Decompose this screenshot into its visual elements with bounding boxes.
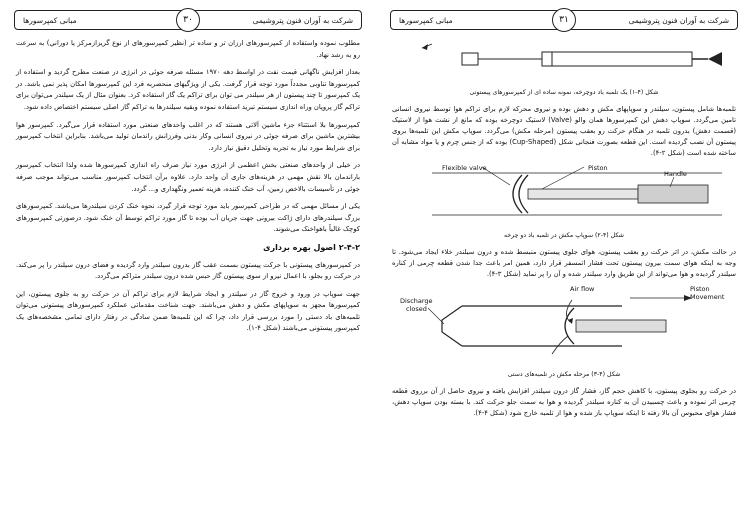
figure-caption: شکل (۴-۲) سوپاپ مکش در تلمبه باد دو چرخه <box>504 232 624 239</box>
left-page-body <box>16 38 360 528</box>
left-page-header <box>14 10 362 30</box>
label-piston: Piston <box>690 285 710 293</box>
paragraph: بعداز افزایش ناگهانی قیمت نفت در اواسط دهه ۱۹۷۰ مسئله صرفه جوئی در انرژی در صنعت مطرح گردید و استفاده از کمپرسورها تناوبی مجدداً مورد توجه قرار گرفت. یکی از ویژگیهای منحصربه فرد این کمپرسورها امکان پذیر نمی باشد. در یک کمپرسور تا چند پیستون از هر سیلندر می توان برای تراکم یک گاز استفاده کرد. بعنوان مثال از یک سیلندر می‌توان برای تراکم گاز پروپان وراه اندازی سیستم تبرید استفاده نموده وبقیه سیلندرها به تراکم گاز اصلی سیستم اختصاص داده شود. <box>16 68 360 111</box>
header-right-title: شرکت به آوران فنون پتروشیمی <box>628 15 729 25</box>
label-air-flow: Air flow <box>570 285 595 293</box>
label-movement: Movement <box>690 293 725 301</box>
figure-flexible-valve <box>392 163 736 241</box>
label-handle: Handle <box>664 170 687 178</box>
right-page-body <box>392 38 736 528</box>
paragraph: در خیلی از واحدهای صنعتی بخش اعظمی از انرژی مورد نیاز صرف راه اندازی کمپرسورها شده ولذا انتخاب کمپرسور باراندمان بالا نقش مهمی در هزینه‌های جاری آن واحد دارد. علاوه برآن انتخاب کمپرسور مناسب می‌تواند موجب صرفه جوئی در تأسیسات بالاخص زمین، آب خنک کننده، هزینه تعمیر ونگهداری و... گردد. <box>16 161 360 193</box>
figure-caption: شکل (۴-۱) یک تلمبه باد دوچرخه، نمونه ساده ای از کمپرسورهای پیستونی <box>469 89 659 96</box>
suction-stage-drawing <box>392 284 736 364</box>
paragraph: کمپرسورها بلا استثناء جزء ماشین آلاتی هستند که در اغلب واحدهای صنعتی مورد استفاده قرار می‌گیرد. کمپرسور هوا بیشترین ماشین برای صرفه جوئی در نیروی انسانی وکار بدنی وفرزانش راندمان تولید می‌باشد. بنابراین انتخاب کمپرسور برای شرایط مورد نیاز به تجربه وتحلیل دقیق نیاز دارد. <box>16 120 360 152</box>
figure-suction-stage <box>392 284 736 380</box>
label-closed: closed <box>406 305 427 313</box>
left-page <box>10 8 366 528</box>
right-page <box>386 8 742 528</box>
paragraph: در کمپرسورهای پیستونی با حرکت پیستون بسمت عقب گاز بدرون سیلندر وارد گردیده و فضای درون سیلندر را پر می‌کند. در حرکت رو بجلو، با اعمال نیرو از سوی پیستون گاز حبس شده درون سیلندر متراکم می‌گردد. <box>16 260 360 281</box>
figure-caption: شکل (۴-۳) مرحله مکش در تلمبه‌های دستی <box>507 371 621 378</box>
figure-bicycle-pump <box>392 38 736 98</box>
label-discharge: Discharge <box>400 297 433 305</box>
page-number: ۳۰ <box>176 8 200 32</box>
page-number: ۳۱ <box>552 8 576 32</box>
paragraph: تلمبه‌ها شامل پیستون، سیلندر و سوپاپهای مکش و دهش بوده و نیروی محرکه لازم برای تراکم هوا توسط نیروی انسانی تامین می‌گردد. سوپاپ دهش این کمپرسورها همان والو (Valve) لاستیک دوچرخه بوده که مانع از نشت هوا از لاستیک (قسمت دهش) بدرون تلمبه در هنگام حرکت رو بعقب پیستون (مرحله مکش) می‌گردد. سوپاپ مکش این تلمبه‌ها بروی پیستون آن نصب گردیده است. این قطعه بصورت فنجانی شکل (Cup-Shaped) بوده که از جنس چرم و یا مواد مشابه آن ساخته شده است (شکل ۲-۴). <box>392 105 736 157</box>
paragraph: مطلوب نموده واستفاده از کمپرسورهای ارزان تر و ساده تر (نظیر کمپرسورهای از نوع گریزازمرکز یا دوراني) به سرعت رو به رشد نهاد. <box>16 39 360 59</box>
paragraph: در حرکت رو بجلوی پیستون، با کاهش حجم گاز، فشار گاز درون سیلندر افزایش یافته و نیروی حاصل از آن برروی قطعه چرمی اثر نموده و باعث چسبیدن آن به کناره سیلندر گردیده و هوا به سمت جلو حرکت کند. با بسته بودن سوپاپ دهش، فشار هوای محبوس آن بالا رفته تا اینکه سوپاپ باز شده و هوا از تلمبه خارج شود (شکل ۴-۴). <box>392 387 736 417</box>
paragraph: در حالت مکش، در اثر حرکت رو بعقب پیستون، هوای جلوی پیستون منبسط شده و درون سیلندر خلاء ایجاد می‌شود. تا وجه به اینکه هوای سمت بیرون پیستون تحت فشار اتمسفر قرار دارد، همین امر باعث جدا شدن قطعه چرمی از کناره سیلندر گردیده و هوا می‌تواند از این طریق وارد سیلندر شده و آن را پر نماید (شکل ۳-۴). <box>392 248 736 278</box>
paragraph: یکی از مسائل مهمی که در طراحی کمپرسور باید مورد توجه قرار گیرد، نحوه خنک کردن سیلندرها می‌باشد. کمپرسورهای بزرگ سیلندرهای دارای ژاکت بیرونی جهت جریان آب بوده تا گاز مورد تراکم توسط آن خنک شود. درصورتی کمپرسورهای کوچک غالباً باهواخنک می‌شوند. <box>16 202 360 234</box>
right-page-header <box>390 10 738 30</box>
paragraph: جهت سوپاپ در ورود و خروج گاز در سیلندر و ایجاد شرایط لازم برای تراکم آن در حرکت رو به جلوی پیستون، این کمپرسورها مجهز به سوپاپهای مکش و دهش می‌باشند. جهت شناخت مقدماتی عملکرد کمپرسورهای پیستونی می‌توان تلمبه‌های باد دستی را مورد بررسی قرار داد، چرا که این تلمبه‌ها ضمن سادگی در رفتار دارای تمامی مشخصه‌های یک کمپرسور پیستونی می‌باشند (شکل ۴-۱). <box>16 289 360 333</box>
label-piston: Piston <box>588 164 608 172</box>
section-heading: ۲-۴-۲ اصول بهره برداری <box>263 242 360 252</box>
header-right-title: شرکت به آوران فنون پتروشیمی <box>252 15 353 25</box>
header-left-title: مبانی کمپرسورها <box>23 15 77 25</box>
bicycle-pump-drawing <box>392 38 736 82</box>
label-flexible-valve: Flexible valve <box>442 164 487 172</box>
header-left-title: مبانی کمپرسورها <box>399 15 453 25</box>
